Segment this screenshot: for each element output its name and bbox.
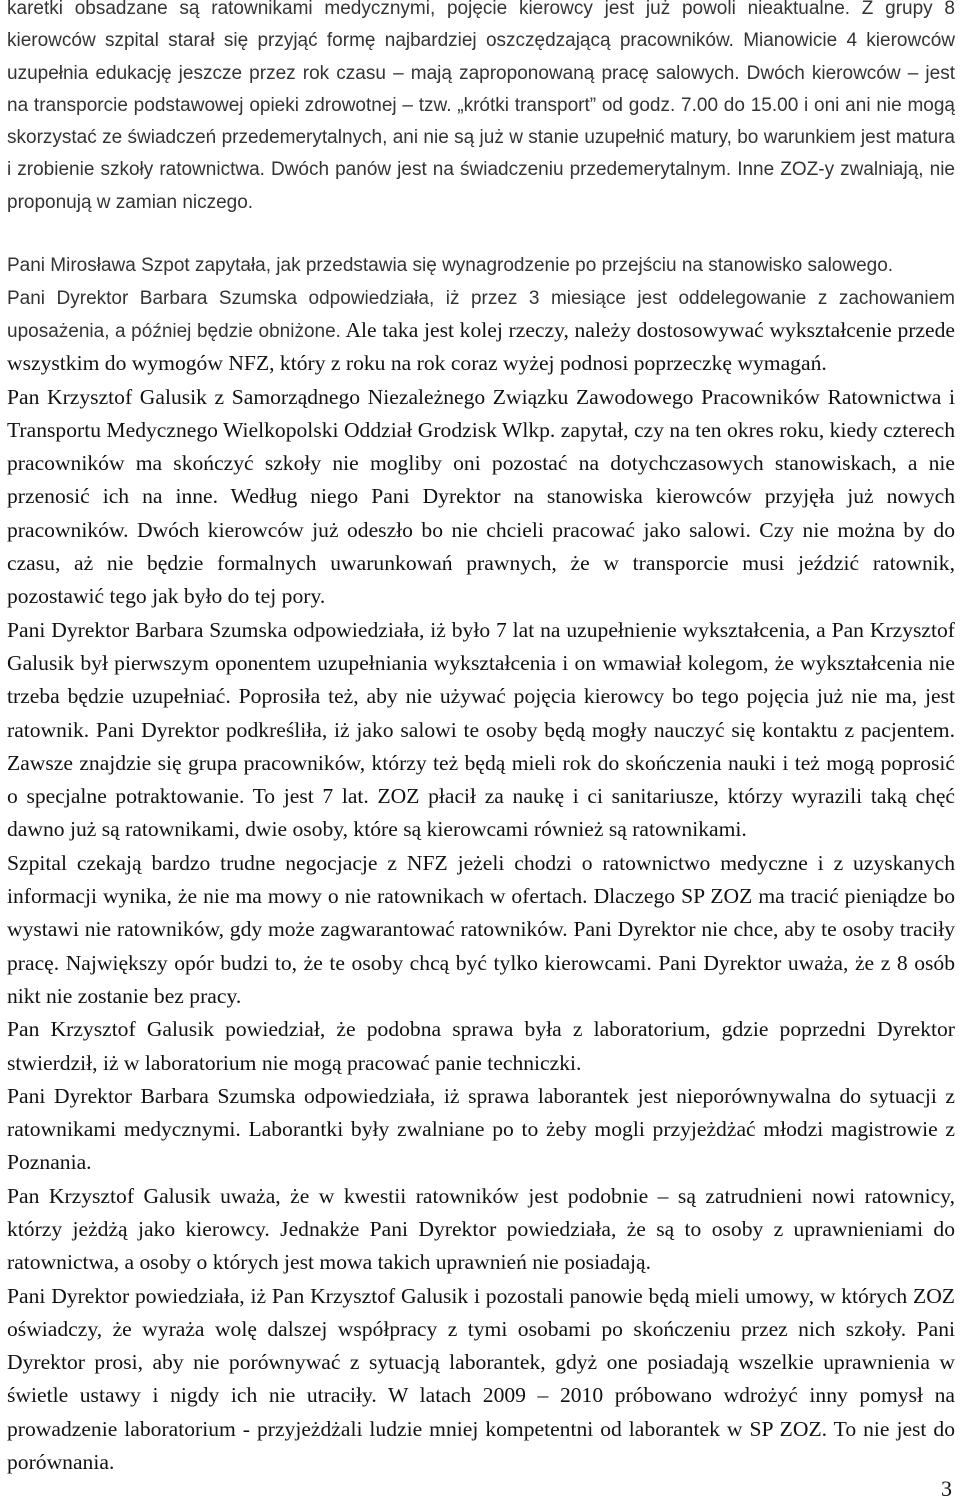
paragraph-3 [7,615,955,848]
paragraph-1-serif-text: Ale taka jest kolej rzeczy, należy dostosowywać wykształcenie przede wszystkim do wymogów NFZ, który z roku na rok coraz wyżej podnosi poprzeczkę wymagań. [7,317,955,376]
paragraph-8 [7,1281,955,1481]
paragraph-question-text: Pani Mirosława Szpot zapytała, jak przedstawia się wynagrodzenie po przejściu na stanowisko salowego. [7,255,894,277]
paragraph-question [7,250,955,282]
paragraph-1-sans-text: Pani Dyrektor Barbara Szumska odpowiedziała, iż przez 3 miesiące jest oddelegowanie z zachowaniem uposażenia, a później będzie obniżone. [7,287,955,342]
page-number: 3 [941,1476,952,1501]
paragraph-7-text: Pan Krzysztof Galusik uważa, że w kwestii ratowników jest podobnie – są zatrudnieni nowi ratownicy, którzy jeżdżą jako kierowcy. Jednakże Pani Dyrektor powiedziała, że są to osoby z uprawnieniami do ratownictwa, a osoby o których jest mowa takich uprawnień nie posiadają. [7,1183,955,1275]
paragraph-6 [7,1081,955,1181]
paragraph-intro [7,0,955,219]
paragraph-3-text: Pani Dyrektor Barbara Szumska odpowiedziała, iż było 7 lat na uzupełnienie wykształcenia, a Pan Krzysztof Galusik był pierwszym oponentem uzupełniania wykształcenia i on wmawiał kolegom, że wykształcenia nie trzeba będzie uzupełniać. Poprosiła też, aby nie używać pojęcia kierowcy bo tego pojęcia już nie ma, jest ratownik. Pani Dyrektor podkreśliła, iż jako salowi te osoby będą mogły nauczyć się kontaktu z pacjentem. Zawsze znajdzie się grupa pracowników, którzy też będą mieli rok do skończenia nauki i też mogą poprosić o specjalne potraktowanie. To jest 7 lat. ZOZ płacił za naukę i ci sanitariusze, którzy wyrazili taką chęć dawno już są ratownikami, dwie osoby, które są kierowcami również są ratownikami. [7,617,955,842]
paragraph-5 [7,1014,955,1081]
paragraph-5-text: Pan Krzysztof Galusik powiedział, że podobna sprawa była z laboratorium, gdzie poprzedni Dyrektor stwierdził, iż w laboratorium nie mogą pracować panie techniczki. [7,1017,955,1075]
paragraph-7 [7,1181,955,1281]
paragraph-4-text: Szpital czekają bardzo trudne negocjacje z NFZ jeżeli chodzi o ratownictwo medyczne i z uzyskanych informacji wynika, że nie ma mowy o nie ratownikach w ofertach. Dlaczego SP ZOZ ma tracić pieniądze bo wystawi nie ratowników, gdy może zagwarantować ratowników. Pani Dyrektor nie chce, aby te osoby traciły pracę. Największy opór budzi to, że te osoby chcą być tylko kierowcami. Pani Dyrektor uważa, że z 8 osób nikt nie zostanie bez pracy. [7,850,955,1008]
paragraph-intro-text: karetki obsadzane są ratownikami medycznymi, pojęcie kierowcy jest już powoli nieaktualne. Z grupy 8 kierowców szpital starał się przyjąć formę najbardziej oszczędzającą pracowników. Mianowicie 4 kierowców uzupełnia edukację jeszcze przez rok czasu – mają zaproponowaną pracę salowych. Dwóch kierowców – jest na transporcie podstawowej opieki zdrowotnej – tzw. „krótki transport” od godz. 7.00 do 15.00 i oni ani nie mogą skorzystać ze świadczeń przedemerytalnych, ani nie są już w stanie uzupełnić matury, bo warunkiem jest matura i zrobienie szkoły ratownictwa. Dwóch panów jest na świadczeniu przedemerytalnym. Inne ZOZ-y zwalniają, nie proponują w zamian niczego. [7,0,955,213]
paragraph-2-text: Pan Krzysztof Galusik z Samorządnego Niezależnego Związku Zawodowego Pracowników Ratownictwa i Transportu Medycznego Wielkopolski Oddział Grodzisk Wlkp. zapytał, czy na ten okres roku, kiedy czterech pracowników ma skończyć szkoły nie mogliby oni pozostać na dotychczasowych stanowiskach, a nie przenosić ich na inne. Według niego Pani Dyrektor na stanowiska kierowców przyjęła już nowych pracowników. Dwóch kierowców już odeszło bo nie chcieli pracować jako salowi. Czy nie można by do czasu, aż nie będzie formalnych uwarunkowań prawnych, że w transporcie musi jeździć ratownik, pozostawić tego jak było do tej pory. [7,384,955,609]
paragraph-6-text: Pani Dyrektor Barbara Szumska odpowiedziała, iż sprawa laborantek jest nieporównywalna do sytuacji z ratownikami medycznymi. Laborantki były zwalniane po to żeby mogli przyjeżdżać młodzi magistrowie z Poznania. [7,1083,955,1175]
paragraph-1 [7,283,955,382]
paragraph-8-text: Pani Dyrektor powiedziała, iż Pan Krzysztof Galusik i pozostali panowie będą mieli umowy, w których ZOZ oświadczy, że wyraża wolę dalszej współpracy z tymi osobami po skończeniu przez nich szkoły. Pani Dyrektor prosi, aby nie porównywać z sytuacją laborantek, gdyż one posiadają wszelkie uprawnienia w świetle ustawy i nigdy ich nie utraciły. W latach 2009 – 2010 próbowano wdrożyć inny pomysł na prowadzenie laboratorium - przyjeżdżali ludzie mniej kompetentni od laborantek w SP ZOZ. To nie jest do porównania. [7,1283,955,1475]
document-body [7,0,955,1480]
paragraph-gap [7,219,955,250]
paragraph-2 [7,382,955,615]
paragraph-4 [7,848,955,1014]
